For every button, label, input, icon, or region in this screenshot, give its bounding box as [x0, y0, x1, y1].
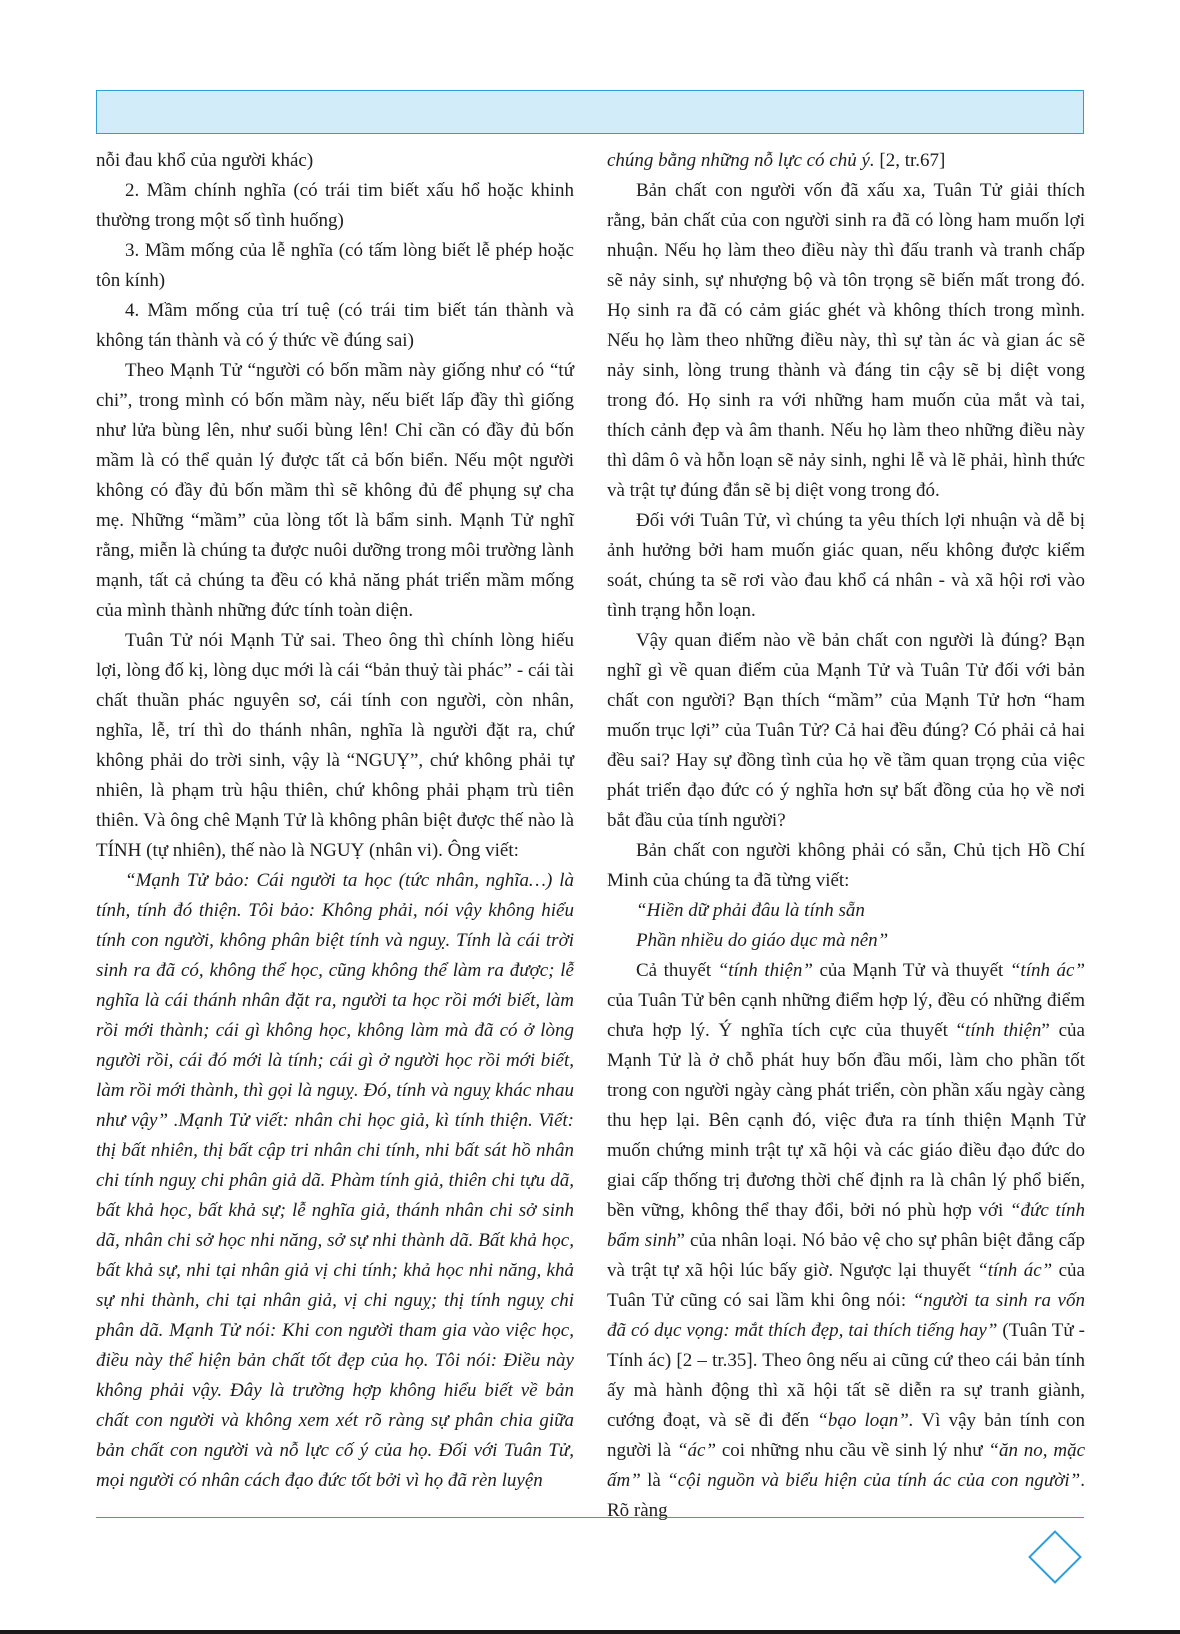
text-run: của Tuân Tử bên cạnh những điểm hợp lý, đều có những điểm chưa hợp lý. Ý nghĩa tích cực của thuyết “ — [607, 990, 1085, 1041]
paragraph: Đối với Tuân Tử, vì chúng ta yêu thích lợi nhuận và dễ bị ảnh hưởng bởi ham muốn giác quan, nếu không được kiểm soát, chúng ta sẽ rơi vào đau khổ cá nhân - và xã hội rơi vào tình trạng hỗn loạn. — [607, 510, 1085, 621]
italic-text: “ác” — [676, 1440, 717, 1461]
paragraph — [607, 146, 1085, 176]
footer-line — [96, 1517, 1084, 1518]
text-run: của Mạnh Tử và thuyết — [812, 960, 1010, 981]
text-run: ” của Mạnh Tử là ở chỗ phát huy bốn đầu mối, làm cho phần tốt trong con người ngày càng phát triển, còn phần xấu ngày càng thu hẹp lại. Bên cạnh đó, việc đưa ra tính thiện Mạnh Tử muốn chứng minh trật tự xã hội và các giáo điều đạo đức do giai cấp thống trị đương thời chế định ra là chân lý phổ biến, bền vững, không thể thay đổi, bởi nó phù hợp với — [607, 1020, 1085, 1221]
paragraph: 3. Mầm mống của lễ nghĩa (có tấm lòng biết lễ phép hoặc tôn kính) — [96, 240, 574, 291]
text-run: ” của nhân loại. Nó bảo vệ cho sự phân biệt đẳng cấp và trật tự xã hội lúc bấy giờ. Ngược lại thuyết — [607, 1230, 1085, 1281]
paragraph: Theo Mạnh Tử “người có bốn mầm này giống như có “tứ chi”, trong mình có bốn mầm này, nếu biết lấp đầy thì giống như lửa bùng lên, như suối bùng lên! Chỉ cần có đầy đủ bốn mầm là có thể quản lý được tất cả bốn biển. Nếu một người không có đầy đủ bốn mầm thì sẽ không đủ để phụng sự cha mẹ. Những “mầm” của lòng tốt là bẩm sinh. Mạnh Tử nghĩ rằng, miễn là chúng ta được nuôi dưỡng trong môi trường lành mạnh, tất cả chúng ta đều có khả năng phát triển mầm mống của mình thành những đức tính toàn diện. — [96, 360, 574, 621]
paragraph: Bản chất con người không phải có sẵn, Chủ tịch Hồ Chí Minh của chúng ta đã từng viết: — [607, 840, 1085, 891]
text-run: là — [640, 1470, 668, 1491]
poem-line: “Hiền dữ phải đâu là tính sẵn — [636, 900, 865, 921]
italic-text: “đức tính bẩm sinh — [607, 1200, 1086, 1251]
text-run: Vì vậy bản tính con người là — [607, 1410, 1085, 1461]
paragraph: Vậy quan điểm nào về bản chất con người là đúng? Bạn nghĩ gì về quan điểm của Mạnh Tử và Tuân Tử đối với bản chất con người? Bạn thích “mầm” của Mạnh Tử hơn “ham muốn trục lợi” của Tuân Tử? Cả hai đều đúng? Có phải cả hai đều sai? Hay sự đồng tình của họ về tầm quan trọng của việc phát triển đạo đức có ý nghĩa hơn sự bất đồng của họ về nơi bắt đầu của tính người? — [607, 630, 1085, 831]
poem-line: Phần nhiều do giáo dục mà nên” — [636, 930, 889, 951]
paragraph: 4. Mầm mống của trí tuệ (có trái tim biết tán thành và không tán thành và có ý thức về đúng sai) — [96, 300, 574, 351]
italic-text: “cội nguồn và biểu hiện của tính ác của con người” — [667, 1470, 1081, 1491]
italic-text: “người ta sinh ra vốn đã có dục vọng: mắt thích đẹp, tai thích tiếng hay” — [607, 1290, 1085, 1341]
text-run: (Tuân Tử - Tính ác) [2 – tr.35]. Theo ông nếu ai cũng cứ theo cái bản tính ấy mà hành động thì xã hội tất sẽ diễn ra sự tranh giành, cướng đoạt, và sẽ đi đến — [607, 1320, 1085, 1431]
paragraph: Bản chất con người vốn đã xấu xa, Tuân Tử giải thích rằng, bản chất của con người sinh ra đã có lòng ham muốn lợi nhuận. Nếu họ làm theo điều này thì đấu tranh và tranh chấp sẽ nảy sinh, sự nhượng bộ và tôn trọng sẽ biến mất trong đó. Họ sinh ra đã có cảm giác ghét và không thích trong mình. Nếu họ làm theo những điều này, thì sự tàn ác và gian ác sẽ nảy sinh, lòng trung thành và đáng tin cậy sẽ bị diệt vong trong đó. Họ sinh ra với những ham muốn của mắt và tai, thích cảnh đẹp và âm thanh. Nếu họ làm theo những điều này thì dâm ô và hỗn loạn sẽ nảy sinh, nghi lễ và lẽ phải, hình thức và trật tự đúng đắn sẽ bị diệt vong trong đó. — [607, 180, 1085, 501]
italic-text: “bạo loạn”. — [817, 1410, 914, 1431]
italic-text: “ăn no, mặc ấm” — [607, 1440, 1085, 1491]
italic-text: chúng bằng những nỗ lực có chủ ý. — [607, 150, 875, 171]
text-run: . Rõ ràng — [607, 1470, 1085, 1521]
italic-text: “tính ác” — [977, 1260, 1053, 1281]
quote-paragraph: “Mạnh Tử bảo: Cái người ta học (tức nhân, nghĩa…) là tính, tính đó thiện. Tôi bảo: Không phải, nói vậy không hiểu tính con người, không phân biệt tính và nguỵ. Tính là cái trời sinh ra đã có, không thể học, cũng không thể làm ra được; lễ nghĩa là cái thánh nhân đặt ra, người ta học rồi mới biết, làm rồi mới thành; cái gì không học, không làm mà đã có ở lòng người rồi, cái đó mới là tính; cái gì ở người học rồi mới biết, làm rồi mới thành, thì gọi là nguỵ. Đó, tính và nguỵ khác nhau như vậy” .Mạnh Tử viết: nhân chi học giả, kì tính thiện. Viết: thị bất nhiên, thị bất cập tri nhân chi tính, nhi bất sát hồ nhân chi tính nguỵ chi phân giả dã. Phàm tính giả, thiên chi tựu dã, bất khả học, bất khả sự; lễ nghĩa giả, thánh nhân chi sở sinh dã, nhân chi sở học nhi năng, sở sự nhi thành dã. Bất khả học, bất khả sự, nhi tại nhân giả vị chi tính; khả học nhi năng, khả sự nhi thành, chi tại nhân giả, vị chi nguỵ; thị tính nguỵ chi phân dã. Mạnh Tử nói: Khi con người tham gia vào việc học, điều này thể hiện bản chất tốt đẹp của họ. Tôi nói: Điều này không phải vậy. Đây là trường hợp không hiểu biết về bản chất con người và không xem xét rõ ràng sự phân chia giữa bản chất con người và nỗ lực cố ý của họ. Đối với Tuân Tử, mọi người có nhân cách đạo đức tốt bởi vì họ đã rèn luyện — [96, 870, 574, 1491]
italic-text: “tính thiện” — [717, 960, 813, 981]
right-column — [607, 146, 1085, 1526]
paragraph — [607, 956, 1085, 1526]
paragraph: Tuân Tử nói Mạnh Tử sai. Theo ông thì chính lòng hiếu lợi, lòng đố kị, lòng dục mới là cái “bản thuỷ tài phác” - cái tài chất thuần phác nguyên sơ, cái tính con người, còn nhân, nghĩa, lễ, trí thì do thánh nhân, nghĩa là người đặt ra, chứ không phải do trời sinh, vậy là “NGUỴ”, chứ không phải tự nhiên, là phạm trù hậu thiên, chứ không phải phạm trù tiên thiên. Và ông chê Mạnh Tử là không phân biệt được thế nào là TÍNH (tự nhiên), thế nào là NGUỴ (nhân vi). Ông viết: — [96, 630, 574, 861]
text-run: của Tuân Tử cũng có sai lầm khi ông nói: — [607, 1260, 1085, 1311]
diamond-icon — [1028, 1530, 1082, 1584]
citation-text: [2, tr.67] — [874, 150, 946, 171]
paragraph: nỗi đau khổ của người khác) — [96, 150, 314, 171]
italic-text: tính thiện — [965, 1020, 1042, 1041]
text-run: coi những nhu cầu về sinh lý như — [716, 1440, 989, 1461]
header-band — [96, 90, 1084, 134]
left-column — [96, 146, 574, 1496]
italic-text: “tính ác” — [1009, 960, 1086, 981]
bottom-rule — [0, 1630, 1180, 1634]
paragraph: 2. Mầm chính nghĩa (có trái tim biết xấu hổ hoặc khinh thường trong một số tình huống) — [96, 180, 574, 231]
text-run: Cả thuyết — [636, 960, 718, 981]
